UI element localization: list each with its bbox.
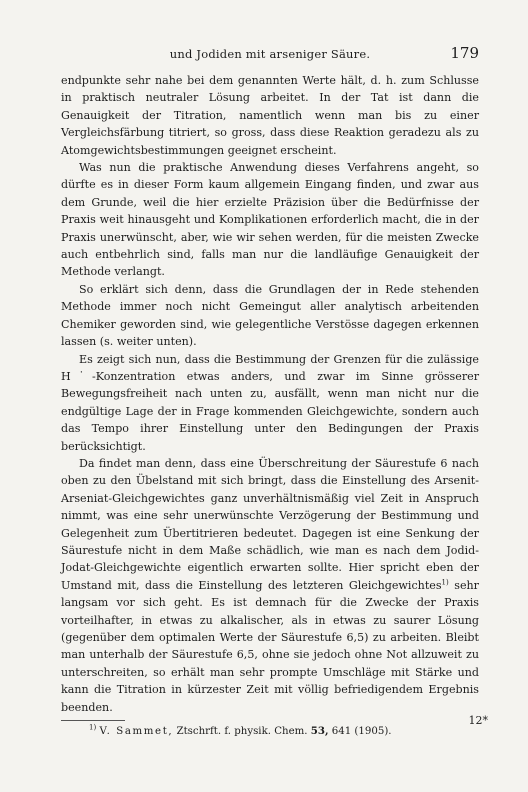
footnote bbox=[61, 724, 479, 739]
footnote-author: V. Sammet, bbox=[99, 726, 174, 738]
footnote-rest: 641 (1905). bbox=[331, 726, 392, 738]
footnote-volume: 53, bbox=[310, 725, 329, 738]
paragraph-1: endpunkte sehr nahe bei dem genannten Werte hält, d. h. zum Schlusse in praktisch neutraler Lösung arbeitet. In der Tat ist dann die Genauigkeit der Titration, namentlich wenn man bis zu einer Vergleichsfärbung titriert, so gross, dass diese Reaktion geradezu als zu Atomgewichtsbestimmungen geeignet erscheint. bbox=[61, 74, 479, 157]
footnote-marker: 1) bbox=[89, 723, 97, 732]
paragraph-3: So erklärt sich denn, dass die Grundlagen der in Rede stehenden Methode immer noch nicht Gemeingut aller analytisch arbeitenden Chemiker geworden sind, wie gelegentliche Verstösse dagegen erkennen lassen (s. weiter unten). bbox=[61, 282, 479, 349]
paragraph-5 bbox=[61, 455, 479, 716]
running-title: und Jodiden mit arseniger Säure. bbox=[169, 47, 371, 61]
page-number: 179 bbox=[450, 44, 479, 62]
page bbox=[61, 44, 479, 784]
footnote-citation: Ztschrft. f. physik. Chem. bbox=[176, 726, 308, 738]
signature-mark: 12* bbox=[468, 714, 488, 727]
paragraph-2: Was nun die praktische Anwendung dieses Verfahrens angeht, so dürfte es in dieser Form kaum allgemein Eingang finden, und zwar aus dem Grunde, weil die hier erzielte Präzision über die Bedürfnisse der Praxis weit hinausgeht und Komplikationen erforderlich macht, die in der Praxis unerwünscht, aber, wie wir sehen werden, für die meisten Zwecke auch entbehrlich sind, falls man nur die landläufige Genauigkeit der Methode verlangt. bbox=[61, 161, 479, 279]
paragraph-4: Es zeigt sich nun, dass die Bestimmung der Grenzen für die zulässige H˙-Konzentration etwas anders, und zwar im Sinne grösserer Bewegungsfreiheit nach unten zu, ausfällt, wenn man nicht nur die endgültige Lage der in Frage kommenden Gleichgewichte, sondern auch das Tempo ihrer Einstellung unter den Bedingungen der Praxis berücksichtigt. bbox=[61, 352, 479, 453]
running-head bbox=[61, 44, 479, 64]
body-text bbox=[61, 72, 479, 716]
footnote-rule bbox=[61, 720, 125, 721]
paragraph-5-text-b: sehr langsam vor sich geht. Es ist demnach für die Zwecke der Praxis vorteilhafter, in etwas zu alkalischer, als in etwas zu saurer Lösung (gegenüber dem optimalen Werte der Säurestufe 6,5) zu arbeiten. Bleibt man unterhalb der Säurestufe 6,5, ohne sie jedoch ohne Not allzuweit zu unterschreiten, so erhält man sehr prompte Umschläge mit Stärke und kann die Titration in kürzester Zeit mit völlig befriedigendem Ergebnis beenden. bbox=[61, 578, 479, 714]
paragraph-5-text-a: Da findet man denn, dass eine Überschreitung der Säurestufe 6 nach oben zu den Übelstand mit sich bringt, dass die Einstellung des Arsenit-Arseniat-Gleichgewichtes ganz unverhältnismäßig viel Zeit in Anspruch nimmt, was eine sehr unerwünschte Verzögerung der Bestimmung und Gelegenheit zum Übertitrieren bedeutet. Dagegen ist eine Senkung der Säurestufe nicht in dem Maße schädlich, wie man es nach dem Jodid-Jodat-Gleichgewichte eigentlich erwarten sollte. Hier spricht eben der Umstand mit, dass die Einstellung des letzteren Gleichgewichtes bbox=[61, 456, 479, 592]
footnote-reference: 1) bbox=[441, 578, 449, 587]
